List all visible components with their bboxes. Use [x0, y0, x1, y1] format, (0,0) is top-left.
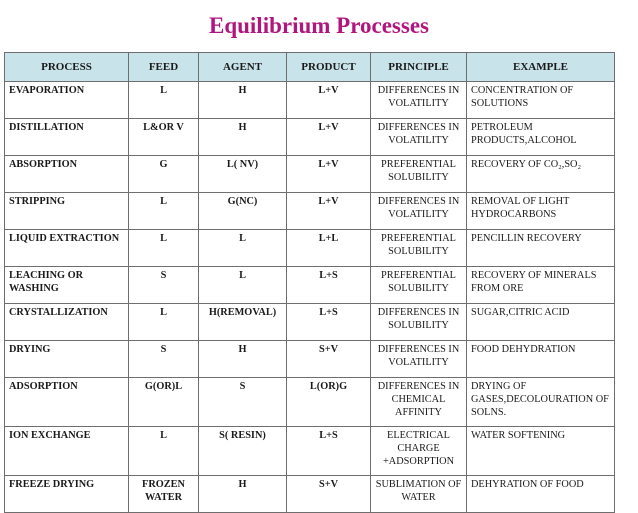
principle-cell: DIFFERENCES IN VOLATILITY [371, 193, 467, 230]
agent-cell: H [199, 119, 287, 156]
process-cell: EVAPORATION [5, 82, 129, 119]
example-cell: FOOD DEHYDRATION [467, 341, 615, 378]
feed-cell: L [129, 82, 199, 119]
table-row [5, 267, 615, 304]
feed-cell: S [129, 267, 199, 304]
example-cell: DRYING OF GASES,DECOLOURATION OF SOLNS. [467, 378, 615, 427]
agent-cell: H [199, 82, 287, 119]
process-cell: FREEZE DRYING [5, 476, 129, 513]
process-cell: ADSORPTION [5, 378, 129, 427]
table-row [5, 82, 615, 119]
table-row [5, 230, 615, 267]
header-process: PROCESS [5, 53, 129, 82]
principle-cell: PREFERENTIAL SOLUBILITY [371, 156, 467, 193]
product-cell: L+L [287, 230, 371, 267]
feed-cell: L&OR V [129, 119, 199, 156]
table-row [5, 341, 615, 378]
feed-cell: FROZEN WATER [129, 476, 199, 513]
feed-cell: G(OR)L [129, 378, 199, 427]
product-cell: L+V [287, 119, 371, 156]
header-agent: AGENT [199, 53, 287, 82]
example-cell: PETROLEUM PRODUCTS,ALCOHOL [467, 119, 615, 156]
process-cell: LEACHING OR WASHING [5, 267, 129, 304]
agent-cell: H [199, 341, 287, 378]
agent-cell: L [199, 230, 287, 267]
product-cell: L+S [287, 427, 371, 476]
product-cell: S+V [287, 341, 371, 378]
example-cell: WATER SOFTENING [467, 427, 615, 476]
principle-cell: DIFFERENCES IN CHEMICAL AFFINITY [371, 378, 467, 427]
process-cell: ABSORPTION [5, 156, 129, 193]
principle-cell: DIFFERENCES IN VOLATILITY [371, 341, 467, 378]
table-row [5, 156, 615, 193]
table-row [5, 378, 615, 427]
agent-cell: L [199, 267, 287, 304]
product-cell: S+V [287, 476, 371, 513]
feed-cell: L [129, 193, 199, 230]
feed-cell: L [129, 427, 199, 476]
product-cell: L+S [287, 304, 371, 341]
example-cell: RECOVERY OF CO₂,SO₂ [467, 156, 615, 193]
table-row [5, 476, 615, 513]
principle-cell: DIFFERENCES IN VOLATILITY [371, 82, 467, 119]
principle-cell: PREFERENTIAL SOLUBILITY [371, 267, 467, 304]
page-title: Equilibrium Processes [208, 13, 429, 38]
agent-cell: L( NV) [199, 156, 287, 193]
agent-cell: H [199, 476, 287, 513]
header-product: PRODUCT [287, 53, 371, 82]
principle-cell: DIFFERENCES IN SOLUBILITY [371, 304, 467, 341]
process-cell: DISTILLATION [5, 119, 129, 156]
example-cell: RECOVERY OF MINERALS FROM ORE [467, 267, 615, 304]
equilibrium-table [4, 52, 615, 513]
principle-cell: ELECTRICAL CHARGE +ADSORPTION [371, 427, 467, 476]
principle-cell: SUBLIMATION OF WATER [371, 476, 467, 513]
product-cell: L(OR)G [287, 378, 371, 427]
header-feed: FEED [129, 53, 199, 82]
process-cell: DRYING [5, 341, 129, 378]
example-cell: CONCENTRATION OF SOLUTIONS [467, 82, 615, 119]
feed-cell: G [129, 156, 199, 193]
process-cell: STRIPPING [5, 193, 129, 230]
agent-cell: H(REMOVAL) [199, 304, 287, 341]
table-row [5, 304, 615, 341]
table-row [5, 427, 615, 476]
agent-cell: S( RESIN) [199, 427, 287, 476]
process-cell: CRYSTALLIZATION [5, 304, 129, 341]
example-cell: REMOVAL OF LIGHT HYDROCARBONS [467, 193, 615, 230]
product-cell: L+S [287, 267, 371, 304]
feed-cell: L [129, 230, 199, 267]
product-cell: L+V [287, 82, 371, 119]
header-row [5, 53, 615, 82]
process-cell: ION EXCHANGE [5, 427, 129, 476]
product-cell: L+V [287, 156, 371, 193]
table-row [5, 193, 615, 230]
table-row [5, 119, 615, 156]
feed-cell: S [129, 341, 199, 378]
agent-cell: G(NC) [199, 193, 287, 230]
header-principle: PRINCIPLE [371, 53, 467, 82]
feed-cell: L [129, 304, 199, 341]
principle-cell: PREFERENTIAL SOLUBILITY [371, 230, 467, 267]
example-cell: PENCILLIN RECOVERY [467, 230, 615, 267]
principle-cell: DIFFERENCES IN VOLATILITY [371, 119, 467, 156]
header-example: EXAMPLE [467, 53, 615, 82]
process-cell: LIQUID EXTRACTION [5, 230, 129, 267]
example-cell: SUGAR,CITRIC ACID [467, 304, 615, 341]
agent-cell: S [199, 378, 287, 427]
product-cell: L+V [287, 193, 371, 230]
example-cell: DEHYRATION OF FOOD [467, 476, 615, 513]
